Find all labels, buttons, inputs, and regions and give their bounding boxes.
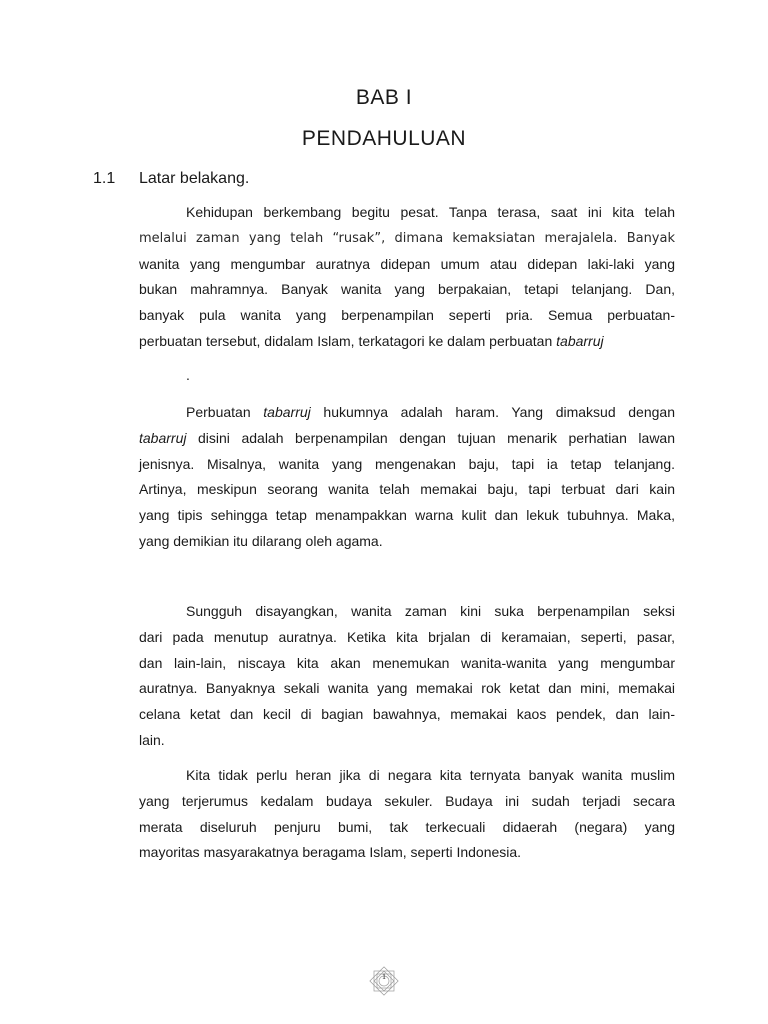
paragraph-line: jenisnya. Misalnya, wanita yang mengenakan baju, tapi ia tetap telanjang. — [139, 455, 675, 472]
paragraph-line: melalui zaman yang telah “rusak”, dimana kemaksiatan merajalela. Banyak — [139, 230, 675, 246]
stray-period: . — [186, 367, 190, 383]
paragraph-2 — [139, 400, 675, 555]
paragraph-text: disini adalah berpenampilan dengan tujuan menarik perhatian lawan — [186, 429, 675, 446]
paragraph-line: lain. — [139, 731, 165, 748]
paragraph-line: merata diseluruh penjuru bumi, tak terkecuali didaerah (negara) yang — [139, 818, 675, 835]
paragraph-line: dan lain-lain, niscaya kita akan menemukan wanita-wanita yang mengumbar — [139, 654, 675, 671]
italic-term: tabarruj — [139, 429, 187, 446]
paragraph-line: auratnya. Banyaknya sekali wanita yang memakai rok ketat dan mini, memakai — [139, 680, 675, 697]
paragraph-3 — [139, 599, 675, 754]
paragraph-line — [139, 329, 675, 355]
paragraph-line — [139, 426, 675, 452]
paragraph-line: banyak pula wanita yang berpenampilan seperti pria. Semua perbuatan- — [139, 307, 675, 324]
paragraph-line — [139, 400, 675, 426]
paragraph-line: Sungguh disayangkan, wanita zaman kini suka berpenampilan seksi — [186, 603, 675, 619]
paragraph-line: yang demikian itu dilarang oleh agama. — [139, 532, 383, 549]
paragraph-line: celana ketat dan kecil di bagian bawahnya, memakai kaos pendek, dan lain- — [139, 706, 675, 723]
page-number-ornament-icon — [365, 962, 403, 1000]
paragraph-line: wanita yang mengumbar auratnya didepan umum atau didepan laki-laki yang — [139, 255, 675, 272]
paragraph-line: dari pada menutup auratnya. Ketika kita brjalan di keramaian, seperti, pasar, — [139, 628, 675, 645]
chapter-title: PENDAHULUAN — [301, 127, 467, 150]
paragraph-line: Kehidupan berkembang begitu pesat. Tanpa terasa, saat ini kita telah — [186, 204, 675, 220]
paragraph-line: mayoritas masyarakatnya beragama Islam, seperti Indonesia. — [139, 844, 522, 861]
paragraph-line: yang terjerumus kedalam budaya sekuler. Budaya ini sudah terjadi secara — [139, 792, 675, 809]
section-title: Latar belakang. — [139, 170, 250, 187]
paragraph-line: yang tipis sehingga tetap menampakkan warna kulit dan lekuk tubuhnya. Maka, — [139, 507, 675, 524]
paragraph-line: Artinya, meskipun seorang wanita telah memakai baju, tapi terbuat dari kain — [139, 481, 675, 498]
paragraph-1 — [139, 200, 675, 355]
paragraph-line: Kita tidak perlu heran jika di negara kita ternyata banyak wanita muslim — [186, 767, 675, 783]
paragraph-4 — [139, 763, 675, 866]
paragraph-text: Perbuatan — [186, 404, 264, 420]
paragraph-text: perbuatan tersebut, didalam Islam, terkatagori ke dalam perbuatan — [139, 332, 557, 349]
section-number: 1.1 — [93, 170, 116, 187]
chapter-label: BAB I — [355, 86, 413, 109]
paragraph-text: hukumnya adalah haram. Yang dimaksud dengan — [310, 404, 675, 420]
italic-term: tabarruj — [556, 332, 604, 349]
page-number: 1 — [382, 972, 386, 981]
italic-term: tabarruj — [263, 404, 311, 420]
paragraph-line: bukan mahramnya. Banyak wanita yang berpakaian, tetapi telanjang. Dan, — [139, 281, 675, 298]
section-heading — [93, 170, 249, 188]
